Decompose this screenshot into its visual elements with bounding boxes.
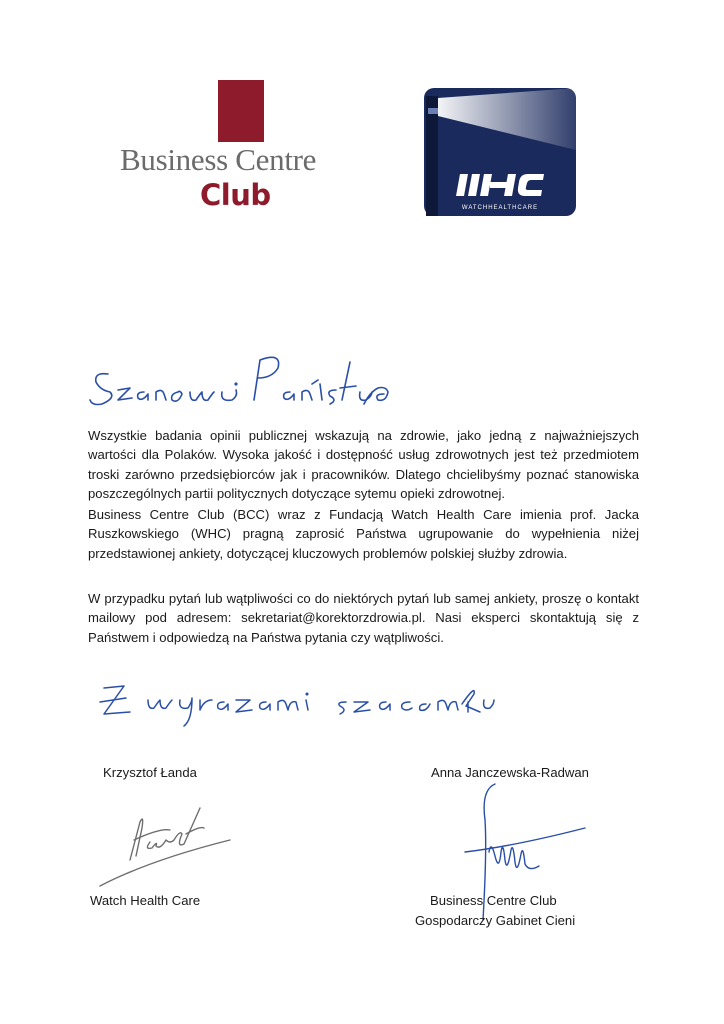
signer-left-org: Watch Health Care [90, 893, 201, 908]
bcc-logo-club: Club [200, 178, 271, 212]
signer-right-org-line2: Gospodarczy Gabinet Cieni [415, 913, 576, 928]
whc-caption: WATCHHEALTHCARE [461, 205, 539, 211]
body-paragraph-1: Wszystkie badania opinii publicznej wskazują na zdrowie, jako jedną z najważniejszych wartości dla Polaków. Wysoka jakość i dostępność usług zdrowotnych jest też przedmiotem troski zarówno przedsiębiorców jak i pracowników. Dlatego chcielibyśmy poznać stanowiska poszczególnych partii politycznych dotyczące sytemu opieki zdrowotnej. [88, 428, 639, 502]
salutation-handwriting [86, 348, 396, 418]
whc-logo [424, 88, 576, 216]
bcc-logo-text: Business Centre [120, 142, 317, 177]
signer-left-name: Krzysztof Łanda [103, 765, 197, 780]
signature-left [90, 800, 240, 890]
signer-right-org-line1: Business Centre Club [430, 893, 557, 908]
bcc-logo-square [218, 80, 264, 142]
body-paragraph-2: Business Centre Club (BCC) wraz z Fundacją Watch Health Care imienia prof. Jacka Ruszkowskiego (WHC) pragną zaprosić Państwa ugrupowanie do wypełnienia niżej przedstawionej ankiety, dotyczącej kluczowych problemów polskiej służby zdrowia. [88, 507, 639, 561]
signer-right-name: Anna Janczewska-Radwan [431, 765, 589, 780]
body-paragraph-3: W przypadku pytań lub wątpliwości co do niektórych pytań lub samej ankiety, proszę o kontakt mailowy pod adresem: sekretariat@korektorzdrowia.pl. Nasi eksperci skontaktują się z Państwem i odpowiedzą na Państwa pytania czy wątpliwości. [88, 591, 639, 645]
closing-handwriting [96, 674, 496, 734]
